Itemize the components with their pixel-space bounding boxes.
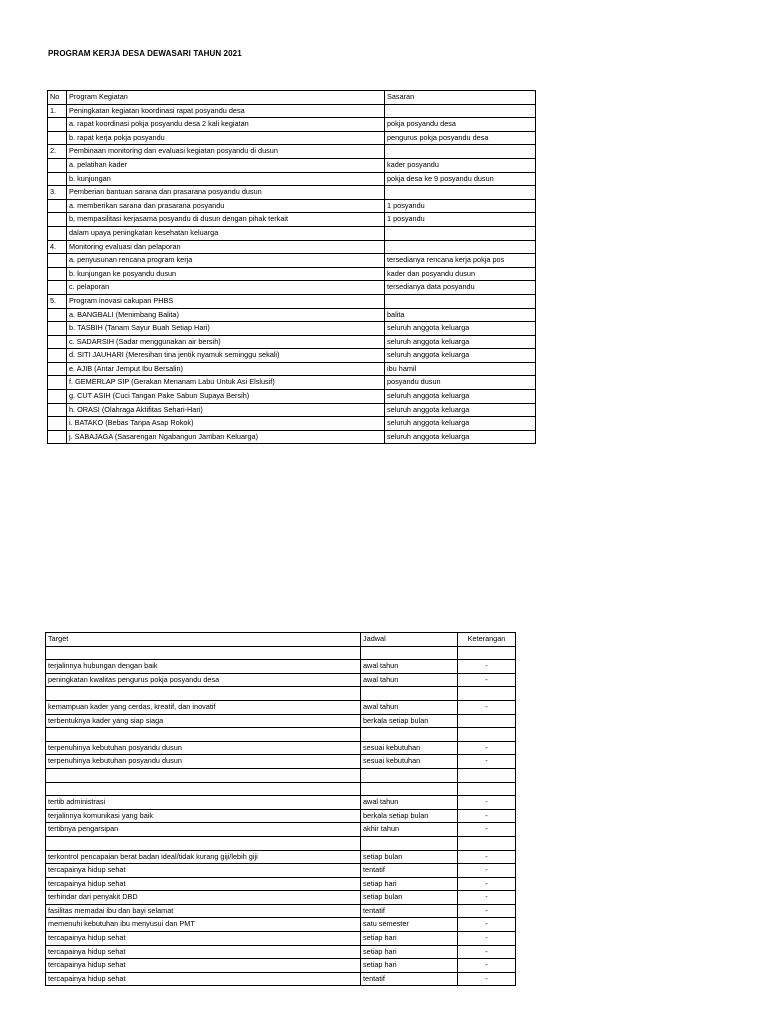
table-row <box>46 918 516 932</box>
cell-jadwal: sesuai kebutuhan <box>361 755 458 769</box>
cell-program: b. kunjungan ke posyandu dusun <box>67 267 385 281</box>
table-row <box>46 768 516 782</box>
cell-sasaran <box>385 104 536 118</box>
cell-program: e. AJIB (Antar Jemput Ibu Bersalin) <box>67 362 385 376</box>
cell-sasaran <box>385 226 536 240</box>
cell-keterangan: - <box>458 959 516 973</box>
cell-no <box>48 118 67 132</box>
cell-keterangan: - <box>458 864 516 878</box>
cell-keterangan: - <box>458 972 516 986</box>
cell-no <box>48 430 67 444</box>
cell-no: 1. <box>48 104 67 118</box>
cell-jadwal <box>361 646 458 660</box>
cell-sasaran <box>385 186 536 200</box>
cell-keterangan: - <box>458 877 516 891</box>
table-row <box>46 687 516 701</box>
cell-no <box>48 267 67 281</box>
program-table <box>47 90 536 444</box>
table-row <box>46 945 516 959</box>
table-row <box>48 172 536 186</box>
cell-target: terbentuknya kader yang siap siaga <box>46 714 361 728</box>
header-program: Program Kegiatan <box>67 91 385 105</box>
cell-program: i. BATAKO (Bebas Tanpa Asap Rokok) <box>67 417 385 431</box>
table-row <box>48 145 536 159</box>
table-row <box>46 755 516 769</box>
cell-sasaran: kader dan posyandu dusun <box>385 267 536 281</box>
cell-jadwal: sesuai kebutuhan <box>361 741 458 755</box>
cell-sasaran: seluruh anggota keluarga <box>385 349 536 363</box>
table-header-row <box>46 633 516 647</box>
cell-program: j. SABAJAGA (Sasarengan Ngabangun Jamban Keluarga) <box>67 430 385 444</box>
cell-target: kemampuan kader yang cerdas, kreatif, dan inovatif <box>46 700 361 714</box>
cell-target <box>46 728 361 742</box>
table-row <box>48 417 536 431</box>
table-row <box>48 104 536 118</box>
table-row <box>48 430 536 444</box>
table-row <box>48 294 536 308</box>
cell-target: tercapainya hidup sehat <box>46 864 361 878</box>
cell-no <box>48 403 67 417</box>
cell-jadwal: setiap hari <box>361 877 458 891</box>
cell-no: 3. <box>48 186 67 200</box>
cell-program: Pemberian bantuan sarana dan prasarana posyandu dusun <box>67 186 385 200</box>
cell-no <box>48 322 67 336</box>
table-row <box>46 891 516 905</box>
cell-target: peningkatan kwalitas pengurus pokja posyandu desa <box>46 673 361 687</box>
table-row <box>48 376 536 390</box>
cell-target: terpenuhinya kebutuhan posyandu dusun <box>46 755 361 769</box>
cell-no <box>48 199 67 213</box>
cell-jadwal: setiap hari <box>361 945 458 959</box>
table-row <box>46 646 516 660</box>
cell-jadwal: setiap bulan <box>361 891 458 905</box>
table-row <box>48 267 536 281</box>
cell-target: terpenuhinya kebutuhan posyandu dusun <box>46 741 361 755</box>
cell-no <box>48 390 67 404</box>
cell-keterangan: - <box>458 823 516 837</box>
cell-jadwal: setiap bulan <box>361 850 458 864</box>
header-jadwal: Jadwal <box>361 633 458 647</box>
table-row <box>48 254 536 268</box>
cell-keterangan <box>458 646 516 660</box>
table-row <box>48 226 536 240</box>
cell-jadwal: berkala setiap bulan <box>361 809 458 823</box>
cell-target <box>46 646 361 660</box>
cell-sasaran <box>385 145 536 159</box>
table-row <box>48 186 536 200</box>
cell-target <box>46 768 361 782</box>
cell-sasaran: seluruh anggota keluarga <box>385 403 536 417</box>
cell-no <box>48 335 67 349</box>
cell-jadwal: tentatif <box>361 904 458 918</box>
cell-keterangan: - <box>458 809 516 823</box>
table-row <box>48 335 536 349</box>
cell-keterangan: - <box>458 660 516 674</box>
cell-jadwal: akhir tahun <box>361 823 458 837</box>
cell-program: Monitoring evaluasi dan pelaporan <box>67 240 385 254</box>
cell-target: terjalinnya komunikasi yang baik <box>46 809 361 823</box>
cell-no: 2. <box>48 145 67 159</box>
table-row <box>48 240 536 254</box>
cell-program: c. pelaporan <box>67 281 385 295</box>
document-title: PROGRAM KERJA DESA DEWASARI TAHUN 2021 <box>48 49 242 58</box>
cell-keterangan: - <box>458 741 516 755</box>
cell-program: Pembinaan monitoring dan evaluasi kegiatan posyandu di dusun <box>67 145 385 159</box>
cell-jadwal <box>361 782 458 796</box>
cell-target: tertib administrasi <box>46 796 361 810</box>
cell-program: c. SADARSIH (Sadar menggunakan air bersih) <box>67 335 385 349</box>
cell-jadwal: awal tahun <box>361 700 458 714</box>
cell-no <box>48 376 67 390</box>
cell-keterangan <box>458 714 516 728</box>
table-row <box>46 728 516 742</box>
cell-program: a. rapat koordinasi pokja posyandu desa 2 kali kegiatan <box>67 118 385 132</box>
cell-program: a. pelatihan kader <box>67 158 385 172</box>
cell-sasaran: balita <box>385 308 536 322</box>
target-table <box>45 632 516 986</box>
cell-jadwal: berkala setiap bulan <box>361 714 458 728</box>
table-row <box>48 131 536 145</box>
cell-program: d. SITI JAUHARI (Meresihan tina jentik nyamuk seminggu sekali) <box>67 349 385 363</box>
cell-target: tercapainya hidup sehat <box>46 932 361 946</box>
cell-target: fasilitas memadai ibu dan bayi selamat <box>46 904 361 918</box>
cell-sasaran: 1 posyandu <box>385 199 536 213</box>
cell-program: dalam upaya peningkatan kesehatan keluarga <box>67 226 385 240</box>
header-no: No <box>48 91 67 105</box>
table-row <box>46 782 516 796</box>
cell-sasaran: seluruh anggota keluarga <box>385 390 536 404</box>
cell-no <box>48 349 67 363</box>
cell-program: a. penyusunan rencana program kerja <box>67 254 385 268</box>
cell-target: tercapainya hidup sehat <box>46 945 361 959</box>
table-row <box>46 932 516 946</box>
cell-no <box>48 308 67 322</box>
table-row <box>46 959 516 973</box>
cell-program: b, mempasilitasi kerjasama posyandu di dusun dengan pihak terkait <box>67 213 385 227</box>
cell-sasaran: 1 posyandu <box>385 213 536 227</box>
cell-keterangan <box>458 728 516 742</box>
table-row <box>46 700 516 714</box>
cell-no: 4. <box>48 240 67 254</box>
cell-sasaran: kader posyandu <box>385 158 536 172</box>
header-sasaran: Sasaran <box>385 91 536 105</box>
cell-target <box>46 687 361 701</box>
table-row <box>46 714 516 728</box>
table-row <box>46 809 516 823</box>
cell-sasaran: seluruh anggota keluarga <box>385 335 536 349</box>
cell-program: g. CUT ASIH (Cuci Tangan Pake Sabun Supaya Bersih) <box>67 390 385 404</box>
header-target: Target <box>46 633 361 647</box>
table-row <box>48 118 536 132</box>
cell-keterangan: - <box>458 673 516 687</box>
cell-jadwal: awal tahun <box>361 673 458 687</box>
table-row <box>46 741 516 755</box>
cell-no <box>48 226 67 240</box>
cell-sasaran: posyandu dusun <box>385 376 536 390</box>
cell-keterangan: - <box>458 796 516 810</box>
cell-jadwal: tentatif <box>361 864 458 878</box>
table-row <box>48 362 536 376</box>
cell-target: tercapainya hidup sehat <box>46 959 361 973</box>
cell-target: tercapainya hidup sehat <box>46 972 361 986</box>
table-row <box>46 850 516 864</box>
cell-no <box>48 417 67 431</box>
cell-sasaran: tersedianya data posyandu <box>385 281 536 295</box>
cell-keterangan: - <box>458 700 516 714</box>
cell-keterangan: - <box>458 932 516 946</box>
cell-target: tercapainya hidup sehat <box>46 877 361 891</box>
table-row <box>46 660 516 674</box>
cell-keterangan: - <box>458 850 516 864</box>
cell-sasaran <box>385 240 536 254</box>
cell-keterangan <box>458 768 516 782</box>
cell-program: h. ORASI (Olahraga Aktifitas Sehari-Hari) <box>67 403 385 417</box>
cell-keterangan: - <box>458 755 516 769</box>
cell-target: tertibnya pengarsipan <box>46 823 361 837</box>
table-row <box>48 158 536 172</box>
table-row <box>48 308 536 322</box>
table-row <box>48 349 536 363</box>
cell-program: b. kunjungan <box>67 172 385 186</box>
cell-sasaran: seluruh anggota keluarga <box>385 417 536 431</box>
cell-jadwal: satu semester <box>361 918 458 932</box>
cell-jadwal: awal tahun <box>361 796 458 810</box>
cell-jadwal <box>361 836 458 850</box>
table-row <box>46 823 516 837</box>
cell-keterangan <box>458 687 516 701</box>
cell-no <box>48 172 67 186</box>
table-row <box>46 796 516 810</box>
table-row <box>46 836 516 850</box>
header-keterangan: Keterangan <box>458 633 516 647</box>
table-header-row <box>48 91 536 105</box>
cell-sasaran: seluruh anggota keluarga <box>385 322 536 336</box>
cell-sasaran: tersedianya rencana kerja pokja pos <box>385 254 536 268</box>
cell-sasaran <box>385 294 536 308</box>
cell-no <box>48 362 67 376</box>
cell-target <box>46 782 361 796</box>
cell-program: f. GEMERLAP SIP (Gerakan Menanam Labu Untuk Asi Elslusif) <box>67 376 385 390</box>
cell-program: Peningkatan kegiatan koordinasi rapat posyandu desa <box>67 104 385 118</box>
cell-target: terjalinnya hubungan dengan baik <box>46 660 361 674</box>
table-row <box>46 972 516 986</box>
table-row <box>46 904 516 918</box>
cell-jadwal <box>361 687 458 701</box>
cell-target: terkontrol pencapaian berat badan ideal/tidak kurang giji/lebih giji <box>46 850 361 864</box>
cell-program: Program inovasi cakupan PHBS <box>67 294 385 308</box>
table-row <box>48 281 536 295</box>
cell-target <box>46 836 361 850</box>
cell-jadwal: awal tahun <box>361 660 458 674</box>
cell-jadwal: tentatif <box>361 972 458 986</box>
cell-program: a. memberikan sarana dan prasarana posyandu <box>67 199 385 213</box>
cell-jadwal <box>361 768 458 782</box>
table-row <box>46 864 516 878</box>
cell-no <box>48 158 67 172</box>
cell-program: a. BANGBALI (Menimbang Balita) <box>67 308 385 322</box>
table-row <box>46 673 516 687</box>
cell-program: b. rapat kerja pokja posyandu <box>67 131 385 145</box>
cell-no <box>48 131 67 145</box>
cell-sasaran: pokja desa ke 9 posyandu dusun <box>385 172 536 186</box>
cell-sasaran: pokja posyandu desa <box>385 118 536 132</box>
cell-target: terhindar dari penyakit DBD <box>46 891 361 905</box>
cell-jadwal <box>361 728 458 742</box>
cell-keterangan <box>458 836 516 850</box>
cell-jadwal: setiap hari <box>361 959 458 973</box>
cell-no <box>48 254 67 268</box>
cell-keterangan: - <box>458 891 516 905</box>
cell-no <box>48 213 67 227</box>
table-row <box>46 877 516 891</box>
cell-keterangan: - <box>458 918 516 932</box>
cell-sasaran: ibu hamil <box>385 362 536 376</box>
cell-no: 5. <box>48 294 67 308</box>
cell-keterangan: - <box>458 904 516 918</box>
table-row <box>48 322 536 336</box>
cell-jadwal: setiap hari <box>361 932 458 946</box>
cell-program: b. TASBIH (Tanam Sayur Buah Setiap Hari) <box>67 322 385 336</box>
cell-no <box>48 281 67 295</box>
table-row <box>48 390 536 404</box>
table-row <box>48 213 536 227</box>
cell-sasaran: pengurus pokja posyandu desa <box>385 131 536 145</box>
cell-target: memenuhi kebutuhan ibu menyusui dan PMT <box>46 918 361 932</box>
table-row <box>48 403 536 417</box>
cell-keterangan <box>458 782 516 796</box>
cell-keterangan: - <box>458 945 516 959</box>
cell-sasaran: seluruh anggota keluarga <box>385 430 536 444</box>
table-row <box>48 199 536 213</box>
